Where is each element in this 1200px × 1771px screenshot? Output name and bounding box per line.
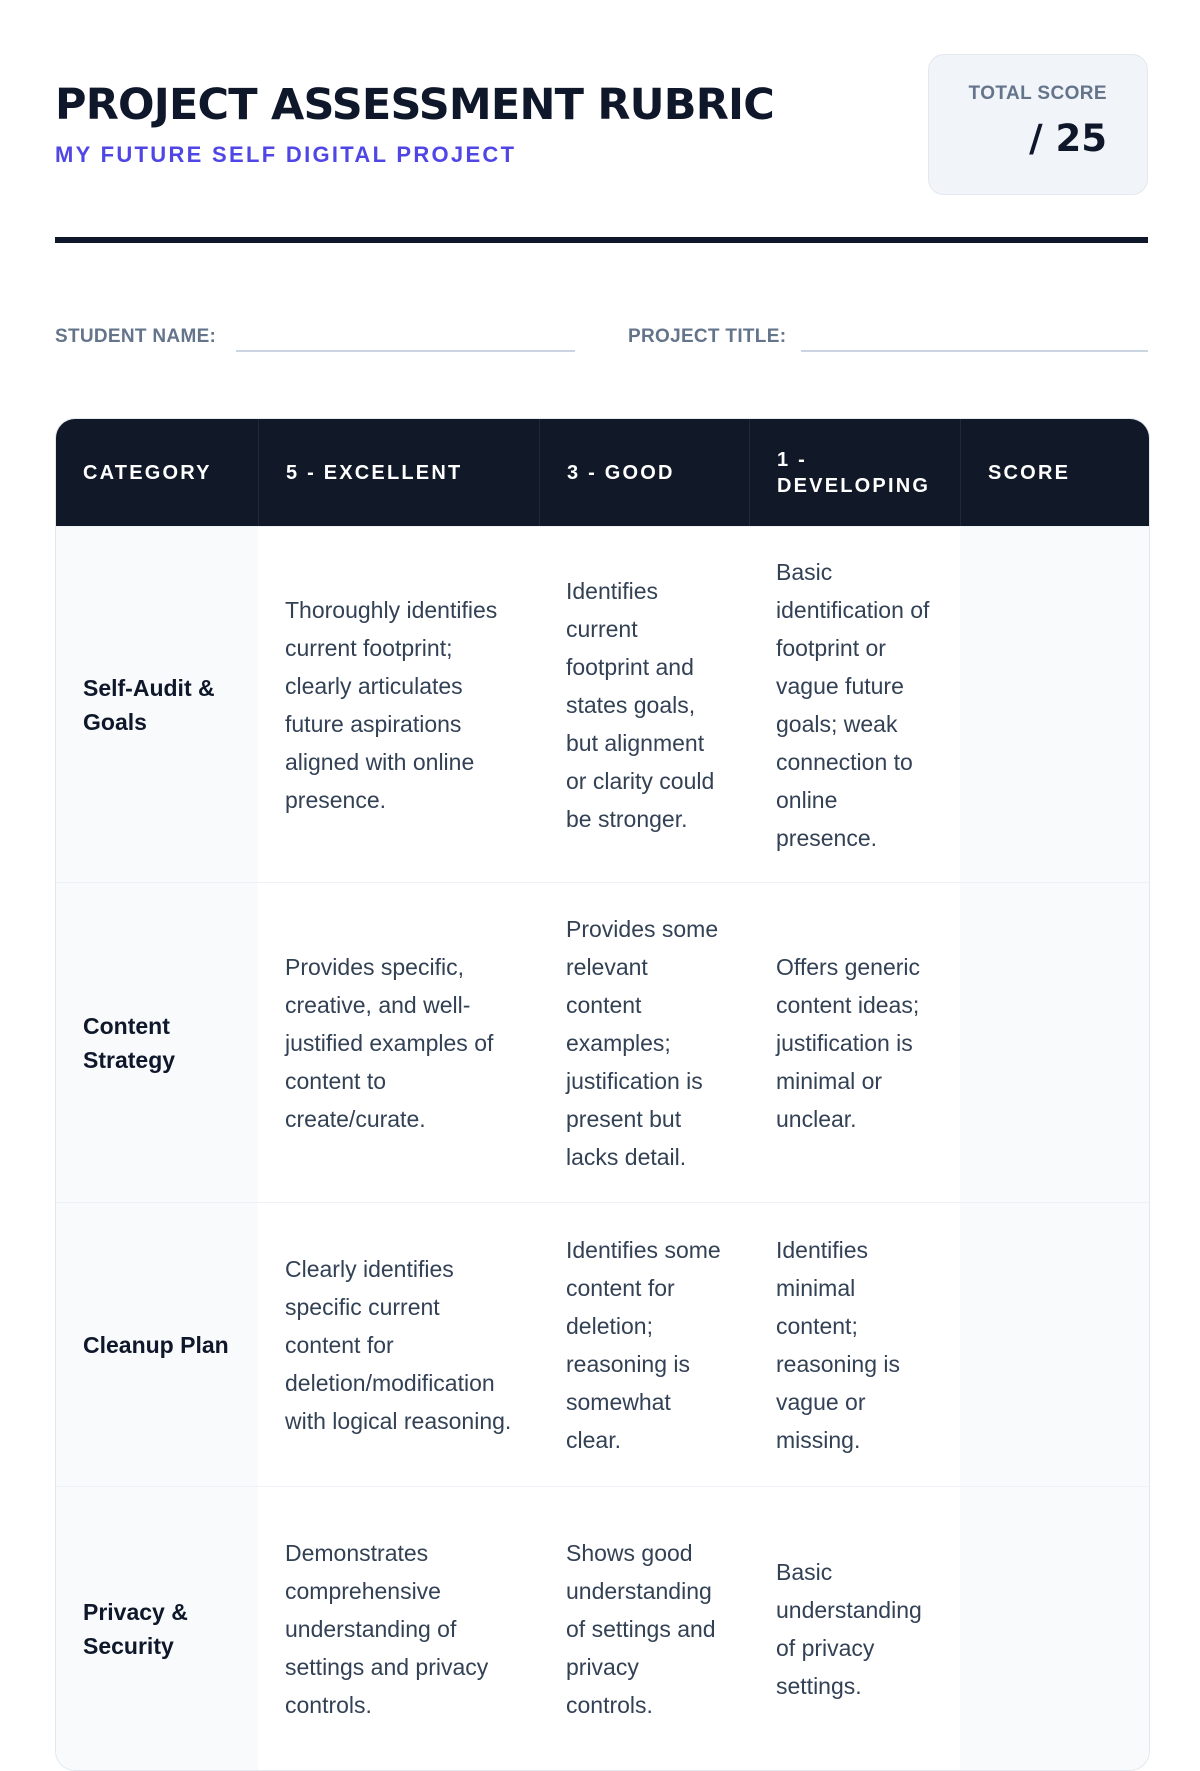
table-row xyxy=(56,1202,1149,1486)
column-header-score: SCORE xyxy=(960,419,1149,526)
column-header-category: CATEGORY xyxy=(56,419,258,526)
excellent-cell: Provides specific, creative, and well-justified examples of content to create/curate. xyxy=(258,882,539,1202)
score-cell[interactable] xyxy=(960,1202,1149,1486)
category-cell: Content Strategy xyxy=(56,882,258,1202)
total-score-value: / 25 xyxy=(1029,117,1107,160)
total-score-label: TOTAL SCORE xyxy=(968,83,1107,104)
table-row xyxy=(56,526,1149,882)
category-cell: Privacy & Security xyxy=(56,1486,258,1770)
project-title-field xyxy=(628,318,1148,352)
table-row xyxy=(56,1486,1149,1770)
score-cell[interactable] xyxy=(960,1486,1149,1770)
page-header xyxy=(55,54,1148,199)
student-name-label: STUDENT NAME: xyxy=(55,326,217,347)
category-cell: Self-Audit & Goals xyxy=(56,526,258,882)
excellent-cell: Clearly identifies specific current content for deletion/modification with logical reasoning. xyxy=(258,1202,539,1486)
good-cell: Provides some relevant content examples; justification is present but lacks detail. xyxy=(539,882,749,1202)
header-divider xyxy=(55,237,1148,243)
rubric-header-row xyxy=(56,419,1149,526)
category-cell: Cleanup Plan xyxy=(56,1202,258,1486)
excellent-cell: Thoroughly identifies current footprint; clearly articulates future aspirations aligned with online presence. xyxy=(258,526,539,882)
page-title: PROJECT ASSESSMENT RUBRIC xyxy=(55,80,774,130)
column-header-developing: 1 - DEVELOPING xyxy=(749,419,960,526)
score-cell[interactable] xyxy=(960,526,1149,882)
table-row xyxy=(56,882,1149,1202)
excellent-cell: Demonstrates comprehensive understanding of settings and privacy controls. xyxy=(258,1486,539,1770)
good-cell: Identifies current footprint and states goals, but alignment or clarity could be stronger. xyxy=(539,526,749,882)
total-score-box xyxy=(928,54,1148,195)
student-name-input[interactable] xyxy=(236,350,575,352)
good-cell: Shows good understanding of settings and privacy controls. xyxy=(539,1486,749,1770)
developing-cell: Basic understanding of privacy settings. xyxy=(749,1486,960,1770)
column-header-good: 3 - GOOD xyxy=(539,419,749,526)
score-cell[interactable] xyxy=(960,882,1149,1202)
rubric-table xyxy=(55,418,1150,1771)
developing-cell: Offers generic content ideas; justification is minimal or unclear. xyxy=(749,882,960,1202)
project-title-input[interactable] xyxy=(801,350,1148,352)
developing-cell: Basic identification of footprint or vague future goals; weak connection to online presence. xyxy=(749,526,960,882)
project-title-label: PROJECT TITLE: xyxy=(628,326,787,347)
student-name-field xyxy=(55,318,575,352)
good-cell: Identifies some content for deletion; reasoning is somewhat clear. xyxy=(539,1202,749,1486)
developing-cell: Identifies minimal content; reasoning is vague or missing. xyxy=(749,1202,960,1486)
page-subtitle: MY FUTURE SELF DIGITAL PROJECT xyxy=(55,142,517,167)
column-header-excellent: 5 - EXCELLENT xyxy=(258,419,539,526)
